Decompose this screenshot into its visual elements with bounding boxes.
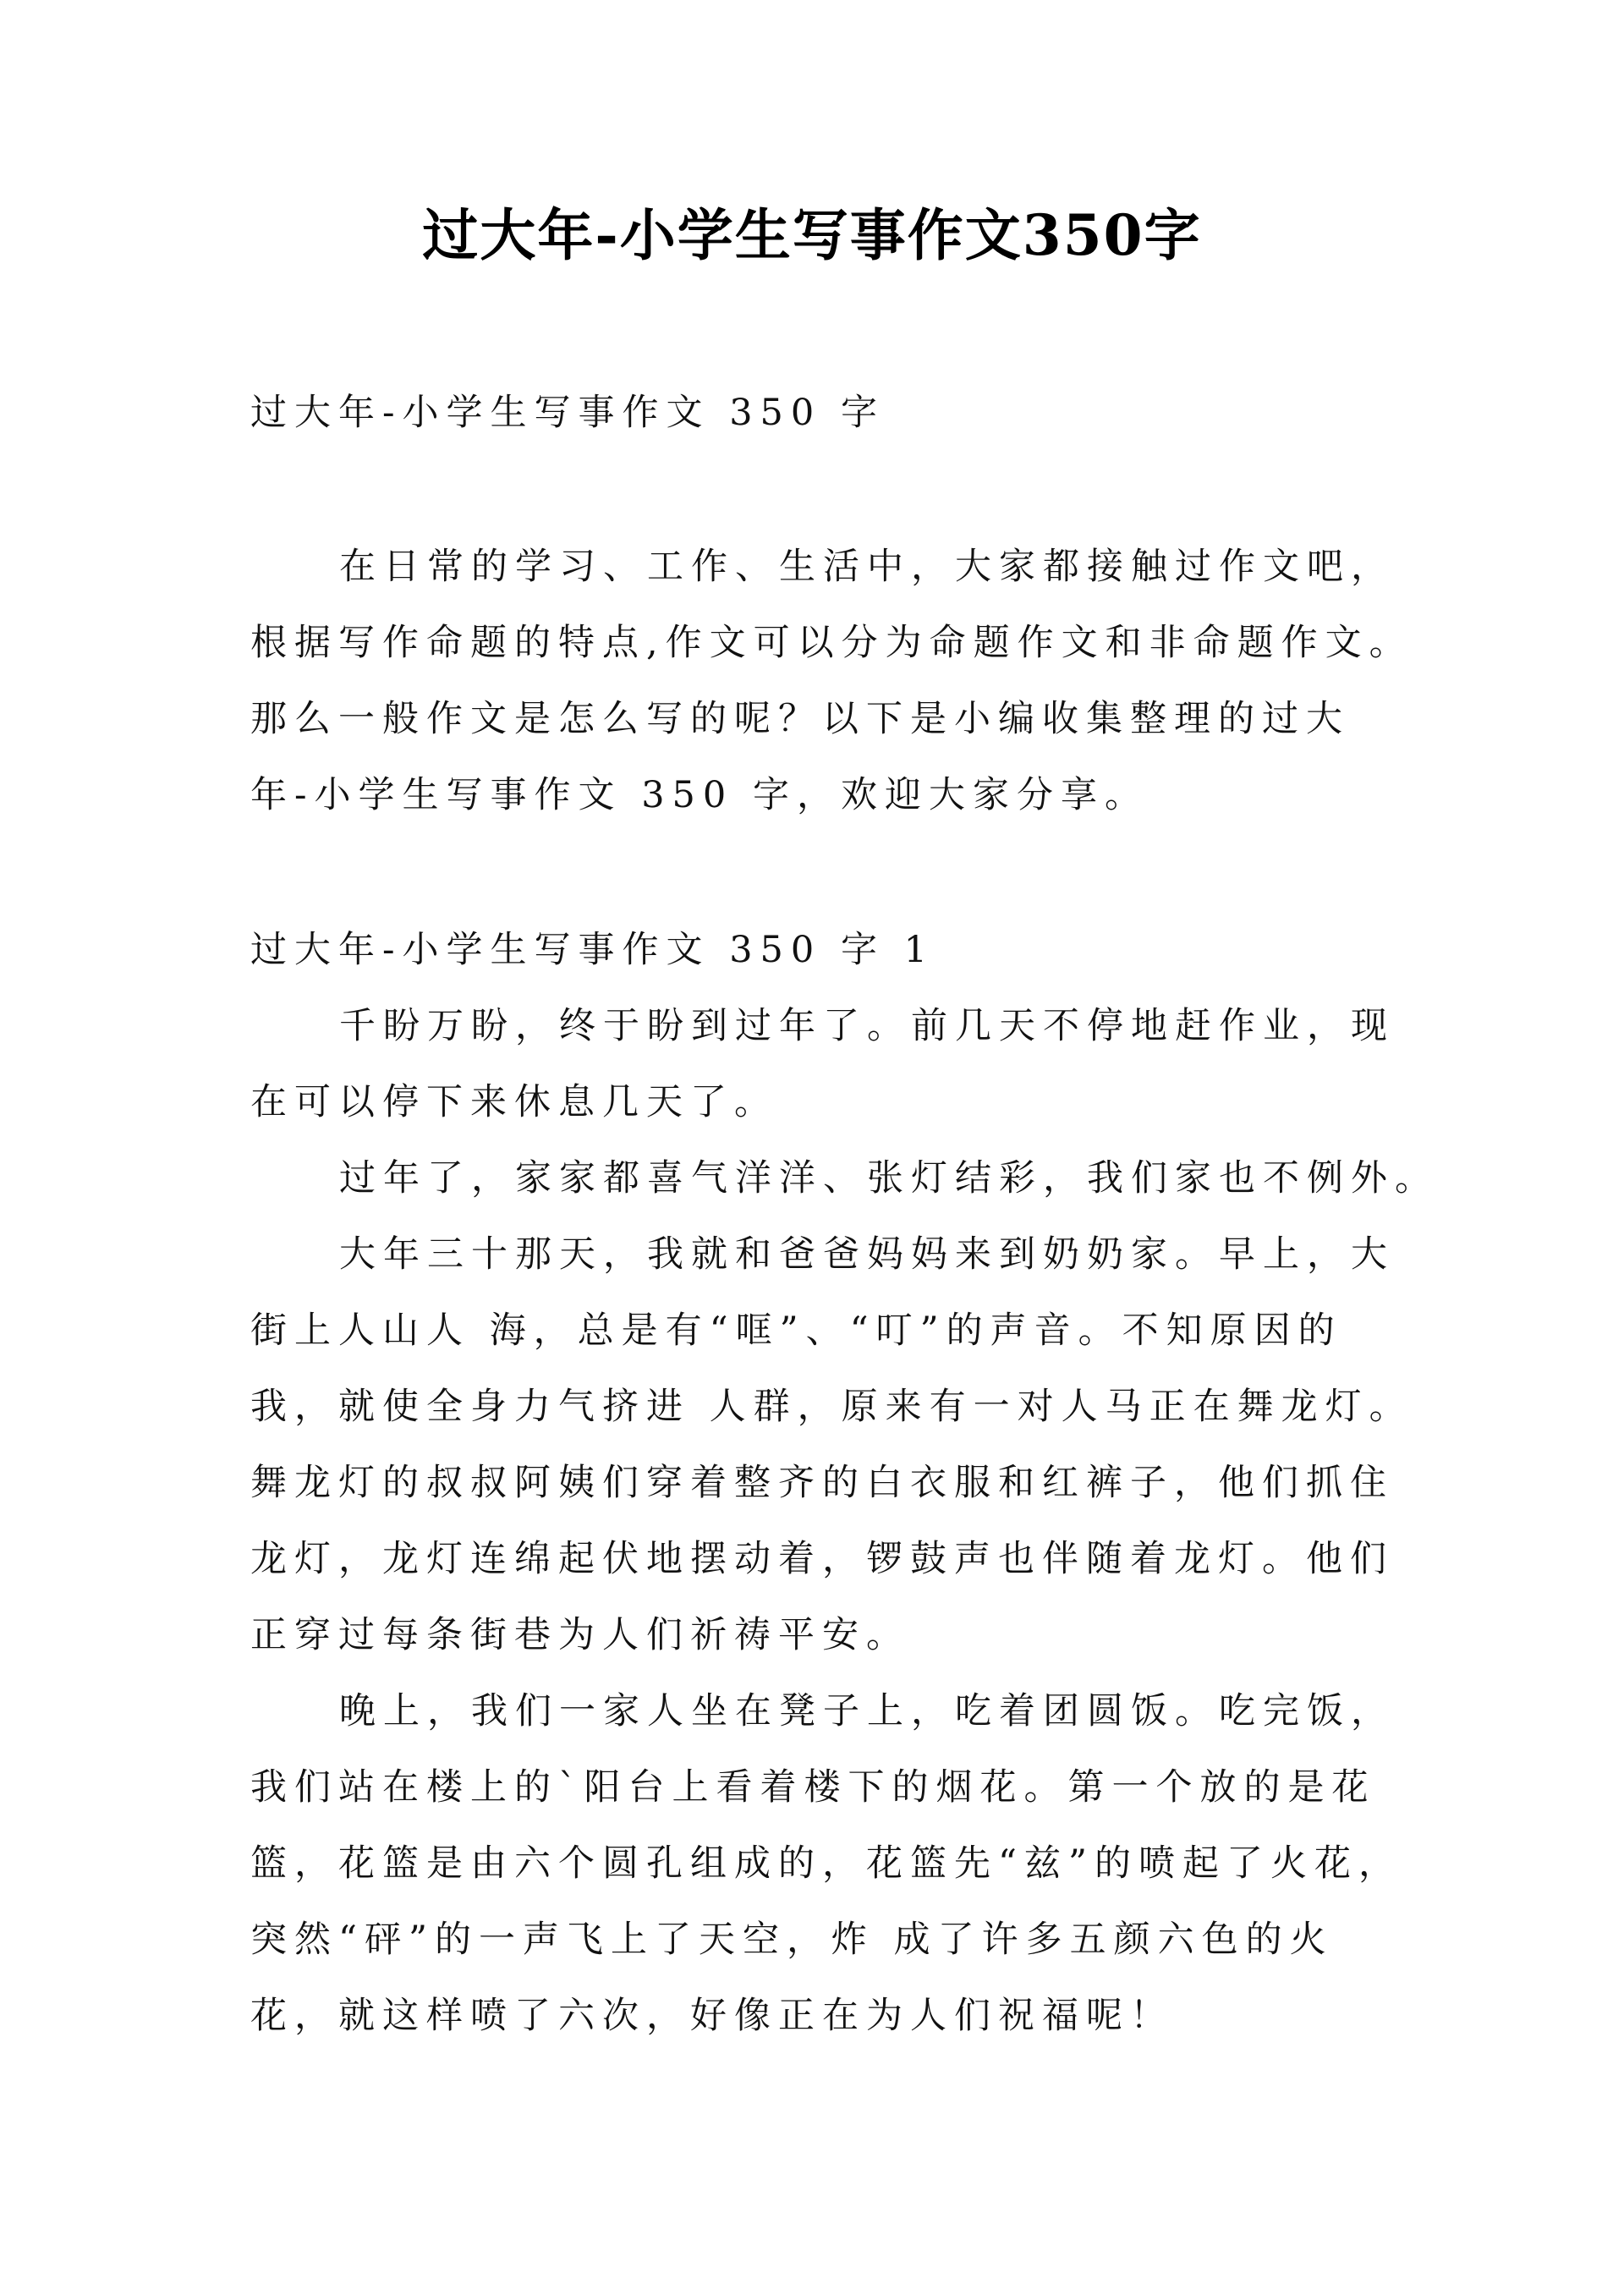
- essay-line: 在可以停下来休息几天了。: [250, 1081, 778, 1123]
- essay-line: 龙灯，龙灯连绵起伏地摆动着，锣鼓声也伴随着龙灯。他们: [250, 1538, 1394, 1580]
- essay-line: 正穿过每条街巷为人们祈祷平安。: [250, 1614, 910, 1656]
- essay-line: 晚上，我们一家人坐在凳子上，吃着团圆饭。吃完饭，: [339, 1690, 1395, 1732]
- essay-section-1: [250, 912, 1439, 2054]
- document-subtitle: 过大年-小学生写事作文 350 字: [250, 392, 885, 434]
- intro-line: 年-小学生写事作文 350 字，欢迎大家分享。: [250, 774, 1149, 816]
- document-subtitle-block: [250, 375, 1384, 451]
- document-title: 过大年-小学生写事作文350字: [422, 202, 1202, 268]
- intro-line: 在日常的学习、工作、生活中，大家都接触过作文吧，: [339, 546, 1395, 588]
- essay-line: 花，就这样喷了六次，好像正在为人们祝福呢！: [250, 1995, 1174, 2037]
- essay-line: 我们站在楼上的`阳台上看着楼下的烟花。第一个放的是花: [250, 1766, 1376, 1809]
- essay-line: 街上人山人 海，总是有“哐”、“叮”的声音。不知原因的: [250, 1309, 1342, 1352]
- section-heading: 过大年-小学生写事作文 350 字 1: [250, 929, 935, 971]
- essay-line: 舞龙灯的叔叔阿姨们穿着整齐的白衣服和红裤子，他们抓住: [250, 1462, 1394, 1504]
- essay-line: 千盼万盼，终于盼到过年了。前几天不停地赶作业，现: [339, 1005, 1395, 1047]
- essay-line: 大年三十那天，我就和爸爸妈妈来到奶奶家。早上，大: [339, 1233, 1395, 1276]
- essay-line: 我，就使全身力气挤进 人群，原来有一对人马正在舞龙灯。: [250, 1386, 1413, 1428]
- intro-paragraph: [250, 529, 1413, 833]
- intro-line: 那么一般作文是怎么写的呢？以下是小编收集整理的过大: [250, 698, 1350, 740]
- essay-line: 篮，花篮是由六个圆孔组成的，花篮先“兹”的喷起了火花，: [250, 1842, 1402, 1885]
- essay-line: 突然“砰”的一声飞上了天空，炸 成了许多五颜六色的火: [250, 1919, 1334, 1961]
- essay-line: 过年了，家家都喜气洋洋、张灯结彩，我们家也不例外。: [339, 1157, 1439, 1200]
- intro-line: 根据写作命题的特点,作文可以分为命题作文和非命题作文。: [250, 622, 1413, 664]
